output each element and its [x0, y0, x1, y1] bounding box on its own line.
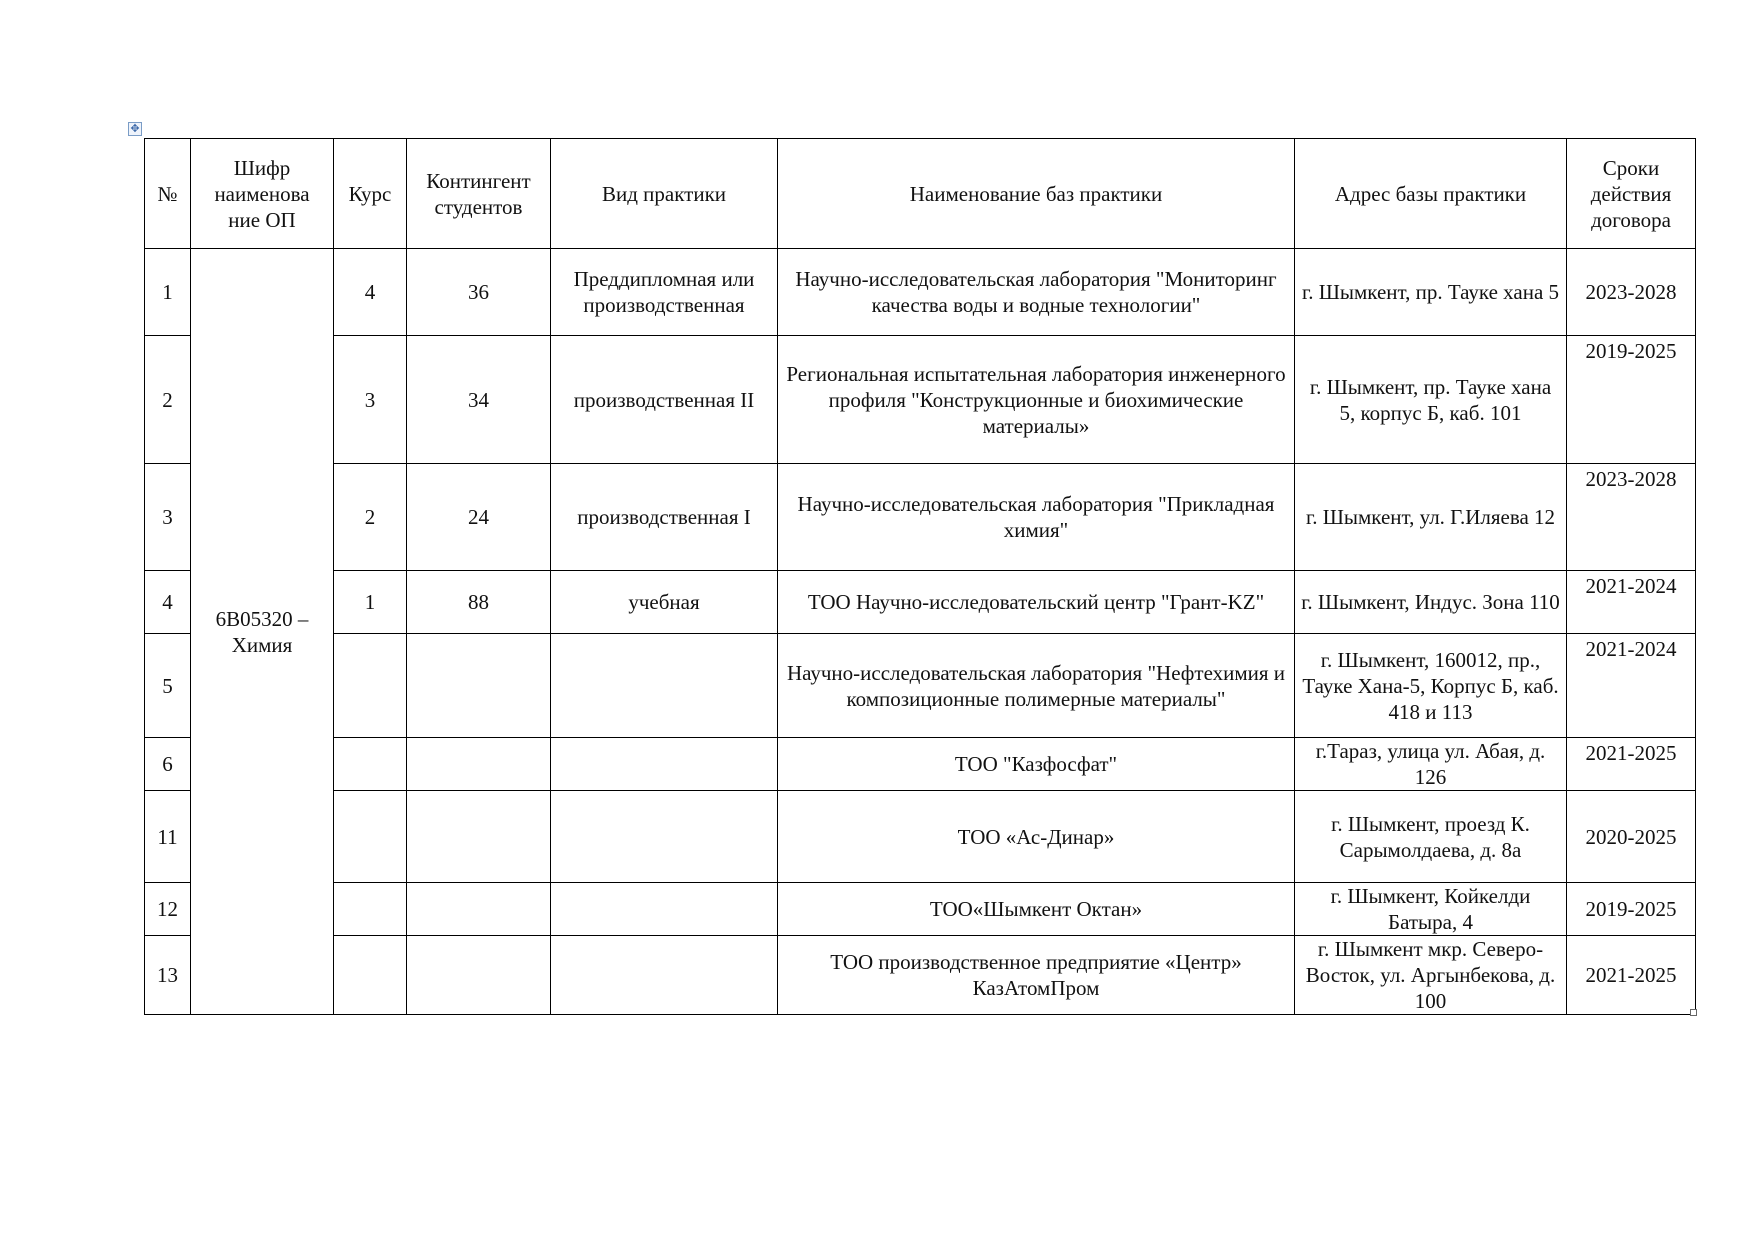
header-base-name: Наименование баз практики [778, 139, 1295, 249]
row-practice-type [551, 936, 778, 1015]
table-row [145, 936, 1696, 1015]
row-base-name: ТОО производственное предприятие «Центр» КазАтомПром [778, 936, 1295, 1015]
row-contract-term: 2021-2025 [1567, 738, 1696, 791]
table-header-row [145, 139, 1696, 249]
row-base-name: Научно-исследовательская лаборатория "Мониторинг качества воды и водные технологии" [778, 249, 1295, 336]
row-practice-type [551, 634, 778, 738]
row-course: 2 [334, 464, 407, 571]
header-num: № [145, 139, 191, 249]
header-base-address: Адрес базы практики [1295, 139, 1567, 249]
table-row [145, 464, 1696, 571]
table-row [145, 634, 1696, 738]
row-contract-term: 2021-2024 [1567, 634, 1696, 738]
row-base-name: Научно-исследовательская лаборатория "Прикладная химия" [778, 464, 1295, 571]
row-num: 2 [145, 336, 191, 464]
row-base-address: г.Тараз, улица ул. Абая, д. 126 [1295, 738, 1567, 791]
row-contract-term: 2019-2025 [1567, 336, 1696, 464]
row-num: 4 [145, 571, 191, 634]
program-code-cell: 6В05320 – Химия [191, 249, 334, 1015]
row-base-address: г. Шымкент, пр. Тауке хана 5, корпус Б, каб. 101 [1295, 336, 1567, 464]
table-row [145, 249, 1696, 336]
row-num: 6 [145, 738, 191, 791]
header-contract-term: Сроки действия договора [1567, 139, 1696, 249]
row-course [334, 634, 407, 738]
row-base-name: ТОО Научно-исследовательский центр "Грант-KZ" [778, 571, 1295, 634]
row-course [334, 883, 407, 936]
row-base-address: г. Шымкент, проезд К. Сарымолдаева, д. 8а [1295, 791, 1567, 883]
row-num: 13 [145, 936, 191, 1015]
row-course: 4 [334, 249, 407, 336]
row-contingent: 88 [407, 571, 551, 634]
row-num: 5 [145, 634, 191, 738]
table-row [145, 791, 1696, 883]
row-contract-term: 2020-2025 [1567, 791, 1696, 883]
header-contingent: Контингент студентов [407, 139, 551, 249]
row-contingent: 36 [407, 249, 551, 336]
table-move-handle[interactable]: ✥ [128, 122, 142, 136]
row-course: 3 [334, 336, 407, 464]
row-contingent [407, 791, 551, 883]
row-base-name: Региональная испытательная лаборатория инженерного профиля "Конструкционные и биохимические материалы» [778, 336, 1295, 464]
row-contract-term: 2023-2028 [1567, 464, 1696, 571]
row-contract-term: 2023-2028 [1567, 249, 1696, 336]
row-practice-type: производственная I [551, 464, 778, 571]
row-practice-type [551, 791, 778, 883]
row-practice-type [551, 738, 778, 791]
table-row [145, 336, 1696, 464]
practice-bases-table [144, 138, 1696, 1015]
row-base-name: ТОО "Казфосфат" [778, 738, 1295, 791]
row-base-name: ТОО«Шымкент Октан» [778, 883, 1295, 936]
table-resize-handle[interactable] [1690, 1009, 1697, 1016]
row-base-address: г. Шымкент мкр. Северо-Восток, ул. Аргынбекова, д. 100 [1295, 936, 1567, 1015]
row-course [334, 936, 407, 1015]
row-course: 1 [334, 571, 407, 634]
row-contract-term: 2021-2024 [1567, 571, 1696, 634]
table-row [145, 883, 1696, 936]
row-base-address: г. Шымкент, 160012, пр., Тауке Хана-5, Корпус Б, каб. 418 и 113 [1295, 634, 1567, 738]
row-num: 11 [145, 791, 191, 883]
row-practice-type: производственная II [551, 336, 778, 464]
row-base-name: Научно-исследовательская лаборатория "Нефтехимия и композиционные полимерные материалы" [778, 634, 1295, 738]
row-contingent [407, 634, 551, 738]
row-practice-type: учебная [551, 571, 778, 634]
row-course [334, 791, 407, 883]
row-practice-type [551, 883, 778, 936]
row-contingent: 24 [407, 464, 551, 571]
row-contract-term: 2021-2025 [1567, 936, 1696, 1015]
row-base-name: ТОО «Ас-Динар» [778, 791, 1295, 883]
row-base-address: г. Шымкент, ул. Г.Иляева 12 [1295, 464, 1567, 571]
row-num: 1 [145, 249, 191, 336]
row-base-address: г. Шымкент, Индус. Зона 110 [1295, 571, 1567, 634]
row-base-address: г. Шымкент, пр. Тауке хана 5 [1295, 249, 1567, 336]
row-num: 3 [145, 464, 191, 571]
row-contract-term: 2019-2025 [1567, 883, 1696, 936]
row-contingent: 34 [407, 336, 551, 464]
table-row [145, 738, 1696, 791]
row-num: 12 [145, 883, 191, 936]
row-practice-type: Преддипломная или производственная [551, 249, 778, 336]
row-base-address: г. Шымкент, Койкелди Батыра, 4 [1295, 883, 1567, 936]
header-course: Курс [334, 139, 407, 249]
table-row [145, 571, 1696, 634]
row-contingent [407, 738, 551, 791]
header-program-code: Шифр наименова ние ОП [191, 139, 334, 249]
row-contingent [407, 883, 551, 936]
row-course [334, 738, 407, 791]
row-contingent [407, 936, 551, 1015]
header-practice-type: Вид практики [551, 139, 778, 249]
